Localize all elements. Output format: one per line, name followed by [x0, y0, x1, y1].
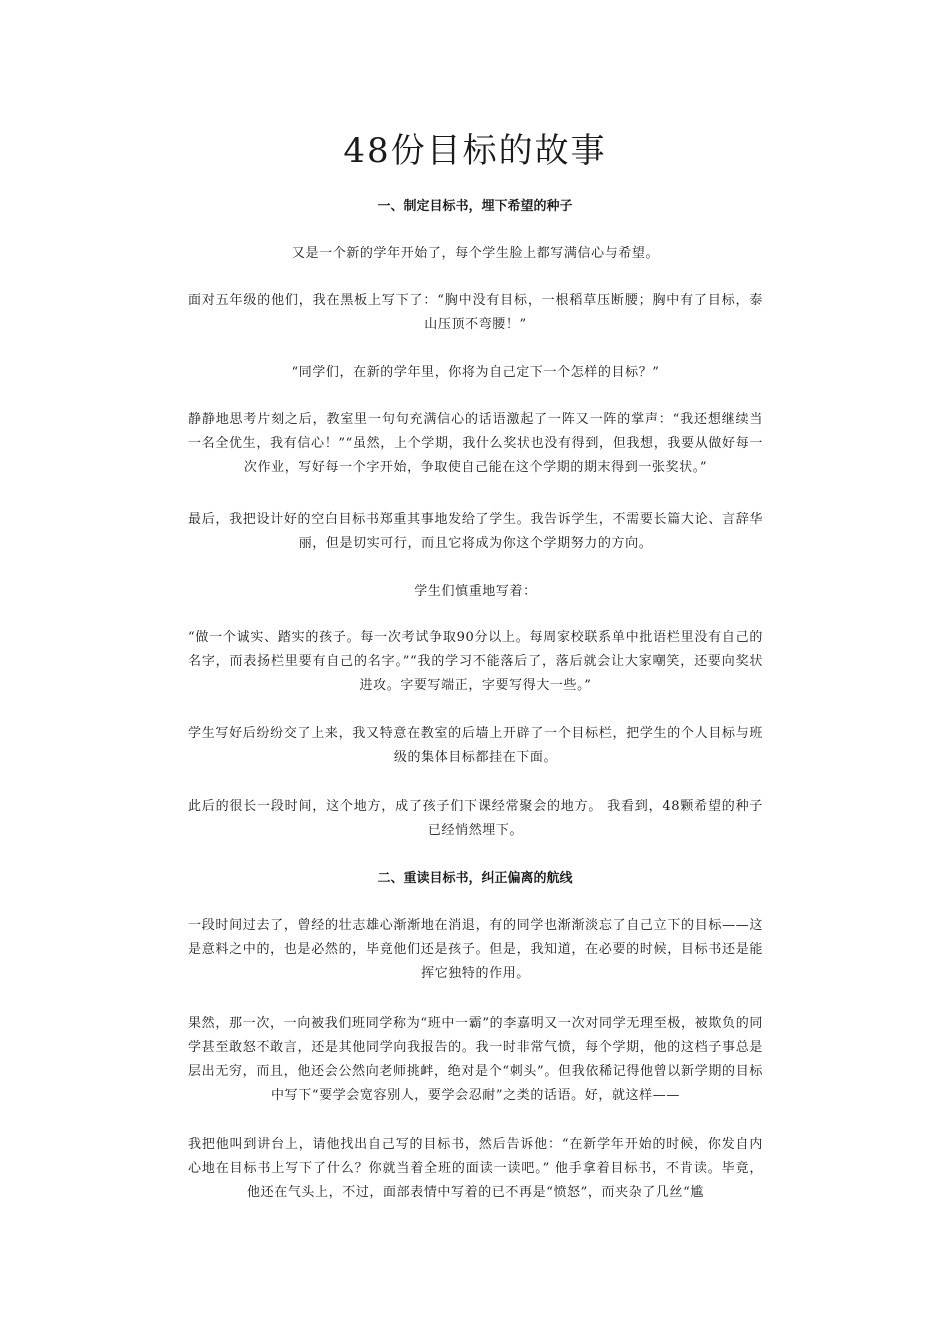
paragraph: “做一个诚实、踏实的孩子。每一次考试争取90分以上。每周家校联系单中批语栏里没有自己的名字，而表扬栏里要有自己的名字。”“我的学习不能落后了，落后就会让大家嘲笑，还要向奖状进攻。字要写端正，字要写得大一些。” — [188, 630, 763, 693]
paragraph: 一段时间过去了，曾经的壮志雄心渐渐地在消退，有的同学也渐渐淡忘了自己立下的目标——这是意料之中的，也是必然的，毕竟他们还是孩子。但是，我知道，在必要的时候，目标书还是能挥它独特的作用。 — [188, 918, 763, 981]
paragraph: 最后，我把设计好的空白目标书郑重其事地发给了学生。我告诉学生，不需要长篇大论、言辞华丽，但是切实可行，而且它将成为你这个学期努力的方向。 — [188, 512, 763, 551]
document-title: 48份目标的故事 — [343, 131, 607, 171]
section-heading: 一、制定目标书，埋下希望的种子 — [377, 199, 573, 214]
paragraph: 学生们慎重地写着： — [414, 584, 537, 599]
paragraph: 又是一个新的学年开始了，每个学生脸上都写满信心与希望。 — [291, 246, 660, 261]
paragraph: 我把他叫到讲台上，请他找出自己写的目标书，然后告诉他：“在新学年开始的时候，你发自内心地在目标书上写下了什么？你就当着全班的面读一读吧。” 他手拿着目标书，不肯读。毕竟，他还在气头上，不过，面部表情中写着的已不再是“愤怒”，而夹杂了几丝“尴 — [188, 1137, 763, 1200]
section-heading: 二、重读目标书，纠正偏离的航线 — [377, 871, 573, 886]
paragraph: 面对五年级的他们，我在黑板上写下了：“胸中没有目标，一根稻草压断腰；胸中有了目标，泰山压顶不弯腰！” — [188, 293, 763, 332]
paragraph: 学生写好后纷纷交了上来，我又特意在教室的后墙上开辟了一个目标栏，把学生的个人目标与班级的集体目标都挂在下面。 — [188, 726, 763, 765]
paragraph: 静静地思考片刻之后，教室里一句句充满信心的话语激起了一阵又一阵的掌声：“我还想继续当一名全优生，我有信心！”“虽然，上个学期，我什么奖状也没有得到，但我想，我要从做好每一次作业，写好每一个字开始，争取使自己能在这个学期的期末得到一张奖状。” — [188, 412, 763, 475]
paragraph: “同学们，在新的学年里，你将为自己定下一个怎样的目标？” — [291, 365, 660, 380]
paragraph: 果然，那一次，一向被我们班同学称为“班中一霸”的李嘉明又一次对同学无理至极，被欺负的同学甚至敢怒不敢言，还是其他同学向我报告的。我一时非常气愤，每个学期，他的这档子事总是层出无穷，而且，他还会公然向老师挑衅，绝对是个“刺头”。但我依稀记得他曾以新学期的目标中写下“要学会宽容别人，要学会忍耐”之类的话语。好，就这样—— — [188, 1016, 763, 1103]
paragraph: 此后的很长一段时间，这个地方，成了孩子们下课经常聚会的地方。 我看到，48颗希望的种子已经悄然埋下。 — [188, 799, 763, 838]
